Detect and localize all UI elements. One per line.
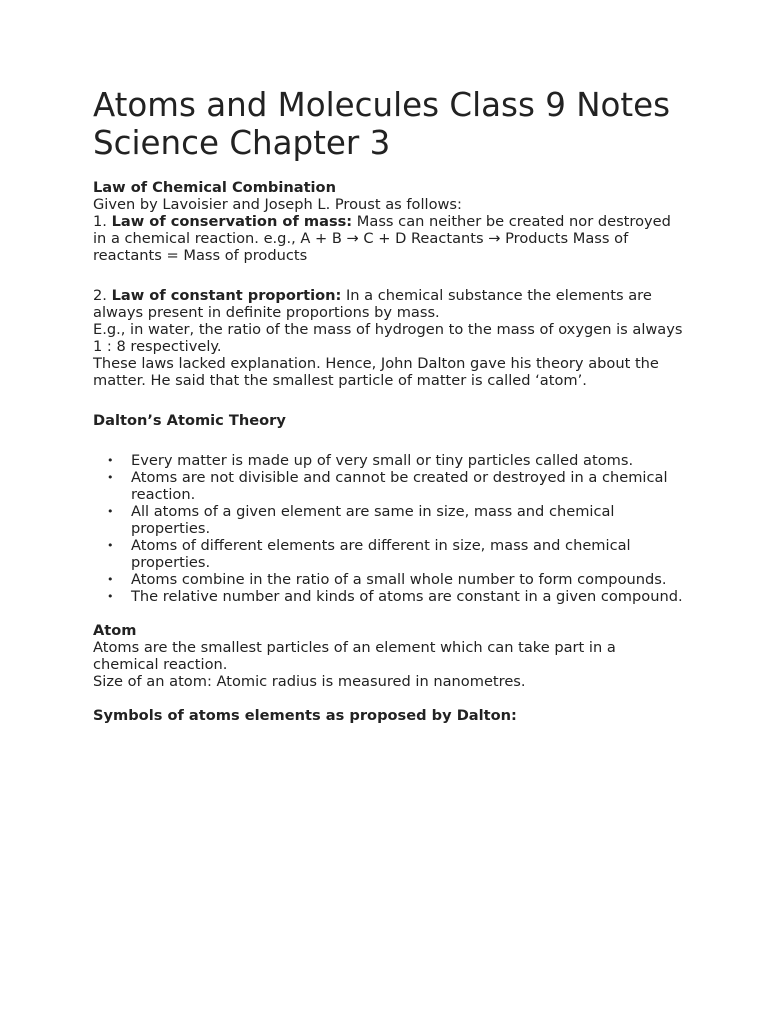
bullet-icon: •: [107, 590, 114, 603]
list-item-text: The relative number and kinds of atoms are constant in a given compound.: [131, 588, 683, 605]
list-item-text: All atoms of a given element are same in size, mass and chemical properties.: [131, 503, 615, 537]
law-of-conservation-paragraph: [93, 213, 683, 264]
law2-number: 2.: [93, 287, 112, 304]
list-item: [93, 588, 683, 605]
law1-text: Mass can neither be created nor destroyed in a chemical reaction. e.g., A + B → C + D Reactants → Products Mass of reactants = Mass of products: [93, 213, 671, 264]
bullet-icon: •: [107, 471, 114, 484]
bullet-icon: •: [107, 505, 114, 518]
law-section-heading: Law of Chemical Combination: [93, 179, 336, 196]
law2-title: Law of constant proportion:: [111, 287, 342, 304]
list-item: [93, 571, 683, 588]
document-page: [93, 86, 683, 724]
atom-heading: Atom: [93, 622, 137, 639]
laws-explanation: These laws lacked explanation. Hence, John Dalton gave his theory about the matter. He said that the smallest particle of matter is called ‘atom’.: [93, 355, 659, 389]
law-section-intro: Given by Lavoisier and Joseph L. Proust as follows:: [93, 196, 462, 213]
law2-example: E.g., in water, the ratio of the mass of hydrogen to the mass of oxygen is always 1 : 8 respectively.: [93, 321, 683, 355]
list-item-text: Atoms are not divisible and cannot be created or destroyed in a chemical reaction.: [131, 469, 668, 503]
law2-text: In a chemical substance the elements are always present in definite proportions by mass.: [93, 287, 652, 321]
list-item-text: Atoms combine in the ratio of a small whole number to form compounds.: [131, 571, 667, 588]
law-of-constant-proportion-paragraph: [93, 287, 683, 321]
dalton-symbols-heading: Symbols of atoms elements as proposed by Dalton:: [93, 707, 517, 724]
list-item: [93, 503, 683, 537]
atom-definition: Atoms are the smallest particles of an element which can take part in a chemical reaction.: [93, 639, 616, 673]
bullet-icon: •: [107, 573, 114, 586]
dalton-theory-list: [93, 452, 683, 605]
list-item: [93, 537, 683, 571]
list-item-text: Every matter is made up of very small or tiny particles called atoms.: [131, 452, 634, 469]
bullet-icon: •: [107, 454, 114, 467]
list-item: [93, 469, 683, 503]
page-title: Atoms and Molecules Class 9 Notes Science Chapter 3: [93, 86, 671, 162]
law1-number: 1.: [93, 213, 112, 230]
law1-title: Law of conservation of mass:: [111, 213, 353, 230]
atom-size: Size of an atom: Atomic radius is measured in nanometres.: [93, 673, 526, 690]
list-item: [93, 452, 683, 469]
bullet-icon: •: [107, 539, 114, 552]
dalton-theory-heading: Dalton’s Atomic Theory: [93, 412, 286, 429]
list-item-text: Atoms of different elements are different in size, mass and chemical properties.: [131, 537, 631, 571]
